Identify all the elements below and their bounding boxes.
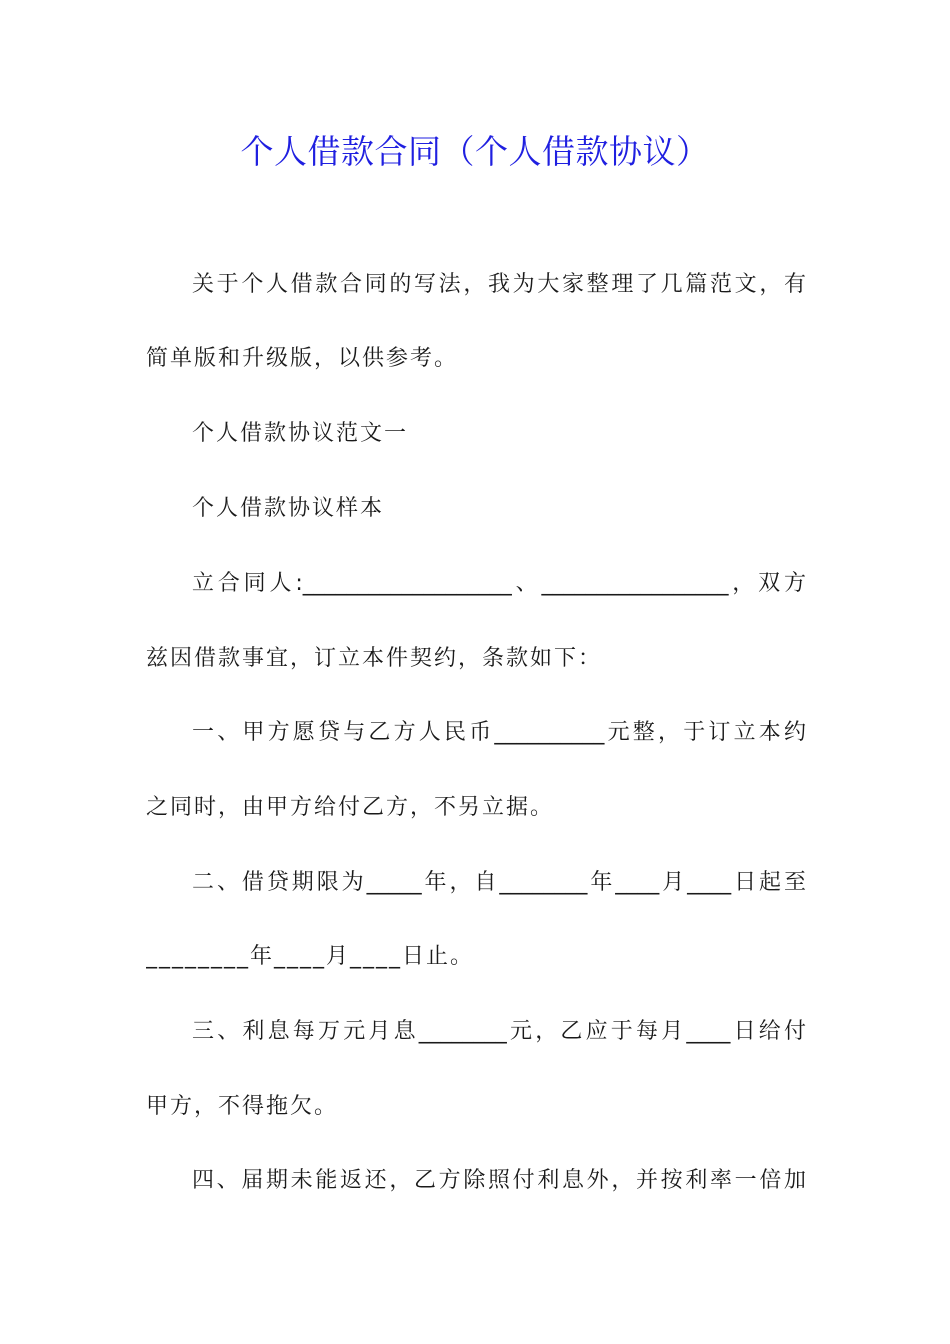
clause-line: 甲方，不得拖欠。 [146,1094,339,1119]
clause-line: ________年____月____日止。 [146,944,475,969]
clause-line: 二、借贷期限为_____年，自________年____月____日起至 [192,870,806,895]
clause-line: 四、届期未能返还，乙方除照付利息外，并按利率一倍加 [192,1168,806,1193]
clause-line: 三、利息每万元月息________元，乙应于每月____日给付 [192,1019,806,1044]
document-title: 个人借款合同（个人借款协议） [240,132,710,171]
clause-line: 一、甲方愿贷与乙方人民币__________元整，于订立本约 [192,720,806,745]
paragraph-line: 关于个人借款合同的写法，我为大家整理了几篇范文，有 [192,272,806,297]
section-heading: 个人借款协议样本 [192,496,385,521]
clause-line: 之同时，由甲方给付乙方，不另立据。 [146,795,555,820]
section-heading: 个人借款协议范文一 [192,421,409,446]
paragraph-line: 兹因借款事宜，订立本件契约，条款如下： [146,646,603,671]
paragraph-line: 立合同人:___________________、_________________，双方 [192,571,806,596]
paragraph-line: 简单版和升级版，以供参考。 [146,346,459,371]
